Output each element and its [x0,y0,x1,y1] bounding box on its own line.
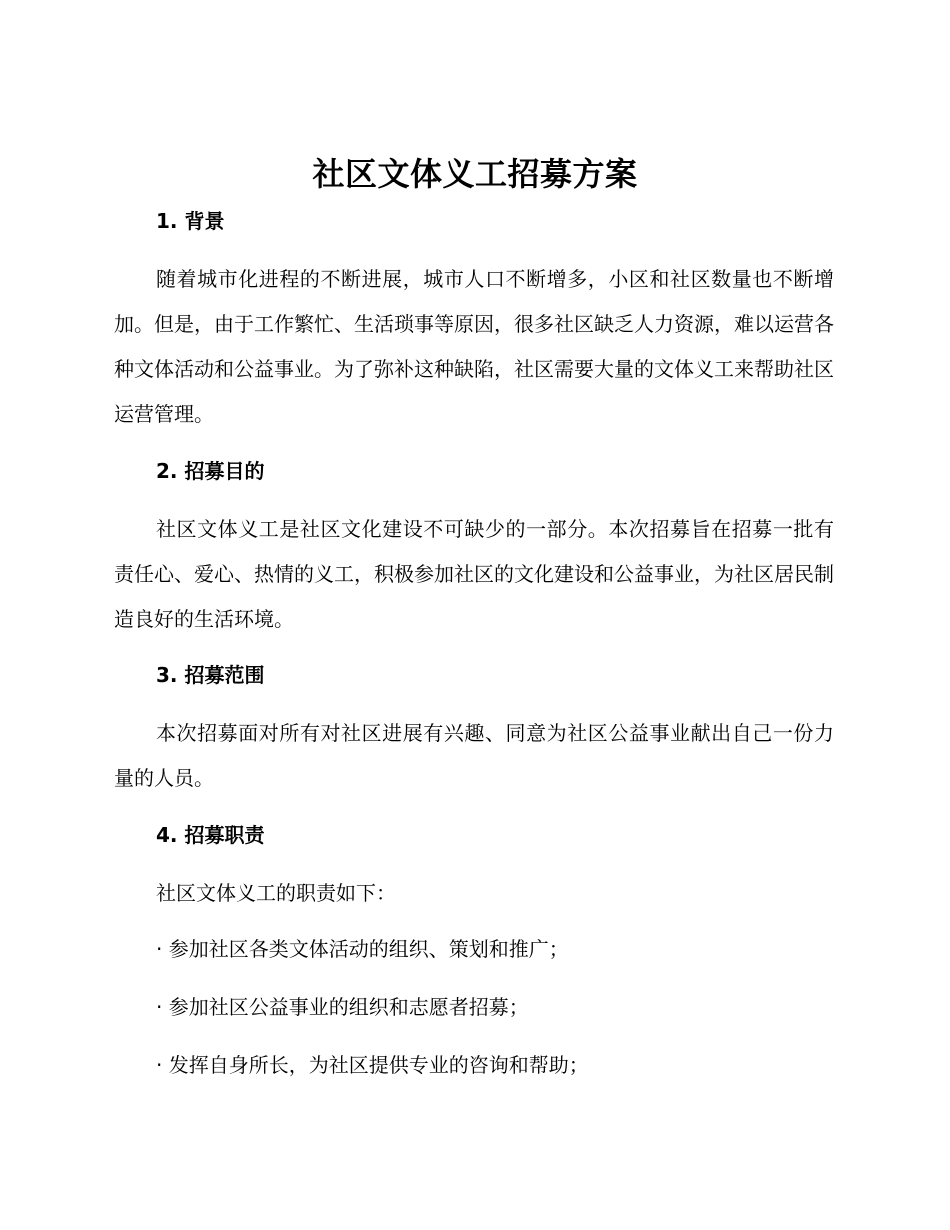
section-paragraph-purpose: 社区文体义工是社区文化建设不可缺少的一部分。本次招募旨在招募一批有责任心、爱心、热情的义工，积极参加社区的文化建设和公益事业，为社区居民制造良好的生活环境。 [114,517,834,631]
list-item: · 发挥自身所长，为社区提供专业的咨询和帮助； [156,1053,589,1077]
section-paragraph-scope: 本次招募面对所有对社区进展有兴趣、同意为社区公益事业献出自己一份力量的人员。 [114,721,834,790]
section-heading-purpose: 2. 招募目的 [156,459,265,483]
section-heading-background: 1. 背景 [156,209,225,233]
section-paragraph-background: 随着城市化进程的不断进展，城市人口不断增多，小区和社区数量也不断增加。但是，由于工作繁忙、生活琐事等原因，很多社区缺乏人力资源，难以运营各种文体活动和公益事业。为了弥补这种缺陷，社区需要大量的文体义工来帮助社区运营管理。 [114,267,834,426]
list-item: · 参加社区各类文体活动的组织、策划和推广； [156,937,569,961]
section-heading-scope: 3. 招募范围 [156,663,265,687]
document-title: 社区文体义工招募方案 [312,155,638,193]
duties-intro: 社区文体义工的职责如下： [156,881,396,905]
list-item: · 参加社区公益事业的组织和志愿者招募； [156,995,529,1019]
section-heading-duties: 4. 招募职责 [156,823,265,847]
